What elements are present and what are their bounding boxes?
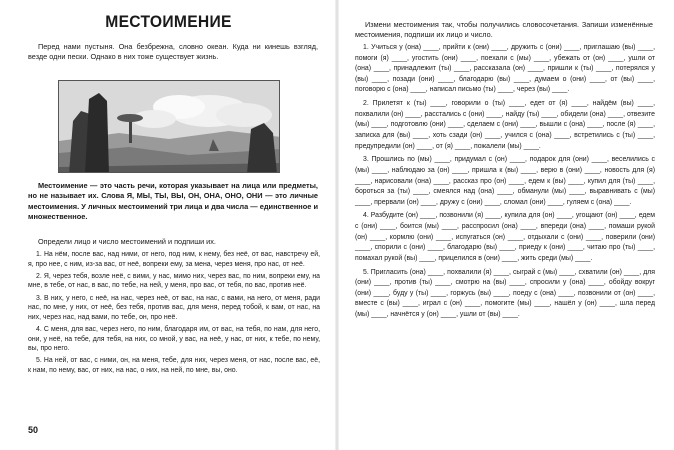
list-item: 2. Я, через тебя, возле неё, с вими, у нас, мимо них, через вас, по ним, вопреки ему, на мне, в тебе, от нас, в вас, по тебе, на ней, у меня, про вас, от тебя, по вас, против неё. [28,272,320,290]
desert-illustration [58,80,280,173]
list-item: 5. На ней, от вас, с ними, он, на меня, тебе, для них, через меня, от нас, после вас, её, к нам, по нему, вас, от них, на нас, о них, на ней, по мне, вы, оно. [28,357,320,374]
list-item: 4. Разбудите (он) ____, позвонили (я) ____, купила для (он) ____, угощают (он) ____, едем с (они) ____, боится (мы) ____, расспросил (она) ____, впереди (она) ____, помаши рукой (он) ____, кормлю (они) ____, испугаться (он) ____, отдыхали с (они) ____, поверили (они) ____, спорили с (они) ____, благодарю (вы) ____, приеду к (они) ____, читаю про (ты) ____, помахал рукой (вы) ____, прицелился в (они) ____, жить среди (мы) ____. [355,212,655,262]
intro-paragraph: Перед нами пустыня. Она безбрежна, словно океан. Куда ни кинешь взгляд, везде одни пески. Однако в них тоже существует жизнь. [28,42,318,62]
list-item: 5. Пригласить (она) ____, похвалили (я) ____, сыграй с (мы) ____, схватили (он) ____, для (они) ____, против (ты) ____, смотрю на (вы) ____, спросили у (она) ____, обойду вокруг (они) ____, буду у (ты) ____, горжусь (вы) ____, поеду с (она) ____, позвонили от (он) ____, вместе с (вы) ____, играл с (он) ____, помогите (мы) ____, нашёл у (он) ____, шла перед (мы) ____, начнётся у (он) ____, ушли от (вы) ____. [355,268,655,318]
exercise-list-left [28,250,320,378]
exercise-list-right [355,43,655,324]
list-item: 2. Прилетят к (ты) ____, говорили о (ты) ____, едет от (я) ____, найдём (вы) ____, похвалили (он) ____, расстались с (они) ____, найду (ты) ____, обидели (она) ____, отвезите (мы) ____, подготовлю (они) ____, сделаем с (они) ____, вышли с (она) ____, после (я) ____, записка для (вы) ____, хоть сзади (он) ____, учился с (она) ____, встретились с (ты) ____, предупредили (он) ____, от (я) ____, пожалели (мы) ____. [355,100,655,150]
definition-paragraph: Местоимение — это часть речи, которая указывает на лица или предметы, но не называет их. Слова Я, МЫ, ТЫ, ВЫ, ОН, ОНА, ОНО, ОНИ — это личные местоимения. У личных местоимений три лица и два числа — единственное и множественное. [28,181,318,222]
list-item: 1. На нём, после вас, над ними, от него, под ним, к нему, без неё, от вас, навстречу ей, я, про нее, с ним, из-за вас, от неё, вопреки ему, за мена, через меня, про нас, от неё. [28,251,320,268]
list-item: 3. Прошлись по (мы) ____, придумал с (он) ____, подарок для (они) ____, веселились с (мы) ____, наблюдаю за (он) ____, пришла к (вы) ____, верю в (они) ____, новость для (я) ____, нарисовали (она) ____, рассказ про (он) ____, едем к (вы) ____, купил для (ты) ____, бороться за (ты) ____, смеялся над (она) ____, обманули (мы) ____, выравнивать с (мы) ____, прервали (он) ____, дружу с (они) ____, сломал (они) ____, гуляем с (она) ____. [355,156,655,206]
list-item: 4. С меня, для вас, через него, по ним, благодаря им, от вас, на тебя, по нам, для него, они, у неё, на тебе, для тебя, на них, со мной, у вас, на неё, у нас, от них, к тебе, по нему, вы, про него. [28,325,320,353]
page-number: 50 [28,425,39,435]
list-item: 1. Учиться у (она) ____, прийти к (они) ____, дружить с (они) ____, приглашаю (вы) ____, помоги (я) ____, угостить (они) ____, поехали с (мы) ____, убежать от (он) ____, ушли от (она) ____, принадлежит (ты) ____, рассказала (он) ____, пришли к (ты) ____, потерялся у (вы) ____, позади (они) ____, благодарю (вы) ____, думаем о (они) ____, от (вы) ____, поговорю с (она) ____, написал письмо (ты) ____, через (вы) ____. [355,44,655,94]
task-instruction: Определи лицо и число местоимений и подпиши их. [38,237,216,246]
list-item: 3. В них, у него, с неё, на нас, через неё, от вас, на нас, с вами, на него, от меня, ради нас, по мне, у них, от неё, без тебя, против вас, для меня, перед тобой, к вам, от нас, на них, через нас, над вами, по тебе, он, про неё. [28,294,320,321]
task-instruction-right: Измени местоимения так, чтобы получились словосочетания. Запиши изменённые местоимения, подпиши их лицо и число. [355,20,653,40]
right-page [337,0,674,450]
page-title: МЕСТОИМЕНИЕ [105,12,232,31]
desert-scene-image [59,81,280,173]
